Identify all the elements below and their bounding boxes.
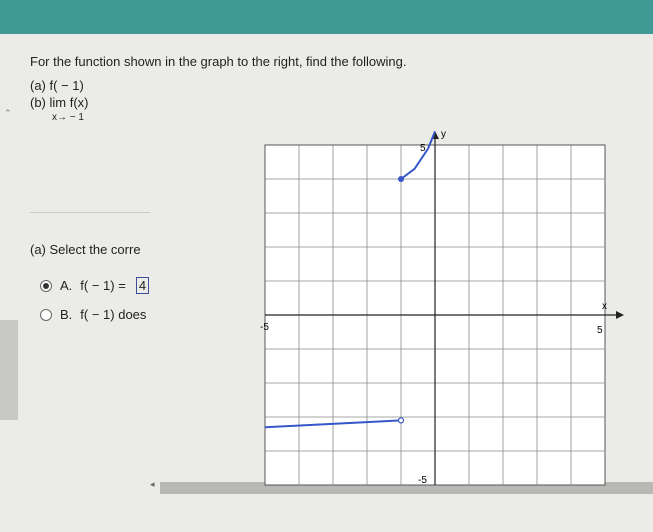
x-axis-arrow xyxy=(616,311,624,319)
option-b-letter: B. xyxy=(60,307,73,322)
option-b[interactable] xyxy=(40,307,146,322)
option-a-text: f( − 1) = xyxy=(80,278,126,293)
option-a-radio[interactable] xyxy=(40,280,52,292)
closed-point xyxy=(398,176,404,182)
divider xyxy=(30,212,150,213)
tick-y-bottom: -5 xyxy=(418,475,427,486)
option-b-radio[interactable] xyxy=(40,309,52,321)
part-a-expr: f( − 1) xyxy=(49,78,84,93)
part-b-expr: lim f(x) xyxy=(49,95,89,110)
tick-x-left: -5 xyxy=(260,322,269,333)
x-axis-label: x xyxy=(602,301,607,312)
part-a-label: (a) xyxy=(30,78,46,93)
part-b-subscript: x→ − 1 xyxy=(52,112,84,123)
part-a xyxy=(30,78,84,93)
tick-y-top: 5 xyxy=(420,143,426,154)
option-b-text: f( − 1) does xyxy=(80,307,147,322)
left-marker: ⌃ xyxy=(4,108,12,118)
top-bar xyxy=(0,0,653,34)
option-a[interactable] xyxy=(40,277,149,294)
scroll-left-arrow[interactable]: ◂ xyxy=(150,479,155,489)
option-a-letter: A. xyxy=(60,278,73,293)
y-axis-label: y xyxy=(441,129,446,140)
part-b-label: (b) xyxy=(30,95,46,110)
option-a-answer-box[interactable]: 4 xyxy=(136,277,149,294)
select-instruction: (a) Select the corre xyxy=(30,242,141,257)
left-scroll-strip xyxy=(0,320,18,420)
tick-x-right: 5 xyxy=(597,325,603,336)
question-prompt: For the function shown in the graph to the right, find the following. xyxy=(30,54,407,69)
part-b xyxy=(30,95,89,110)
open-point xyxy=(399,418,404,423)
function-graph xyxy=(240,125,640,495)
